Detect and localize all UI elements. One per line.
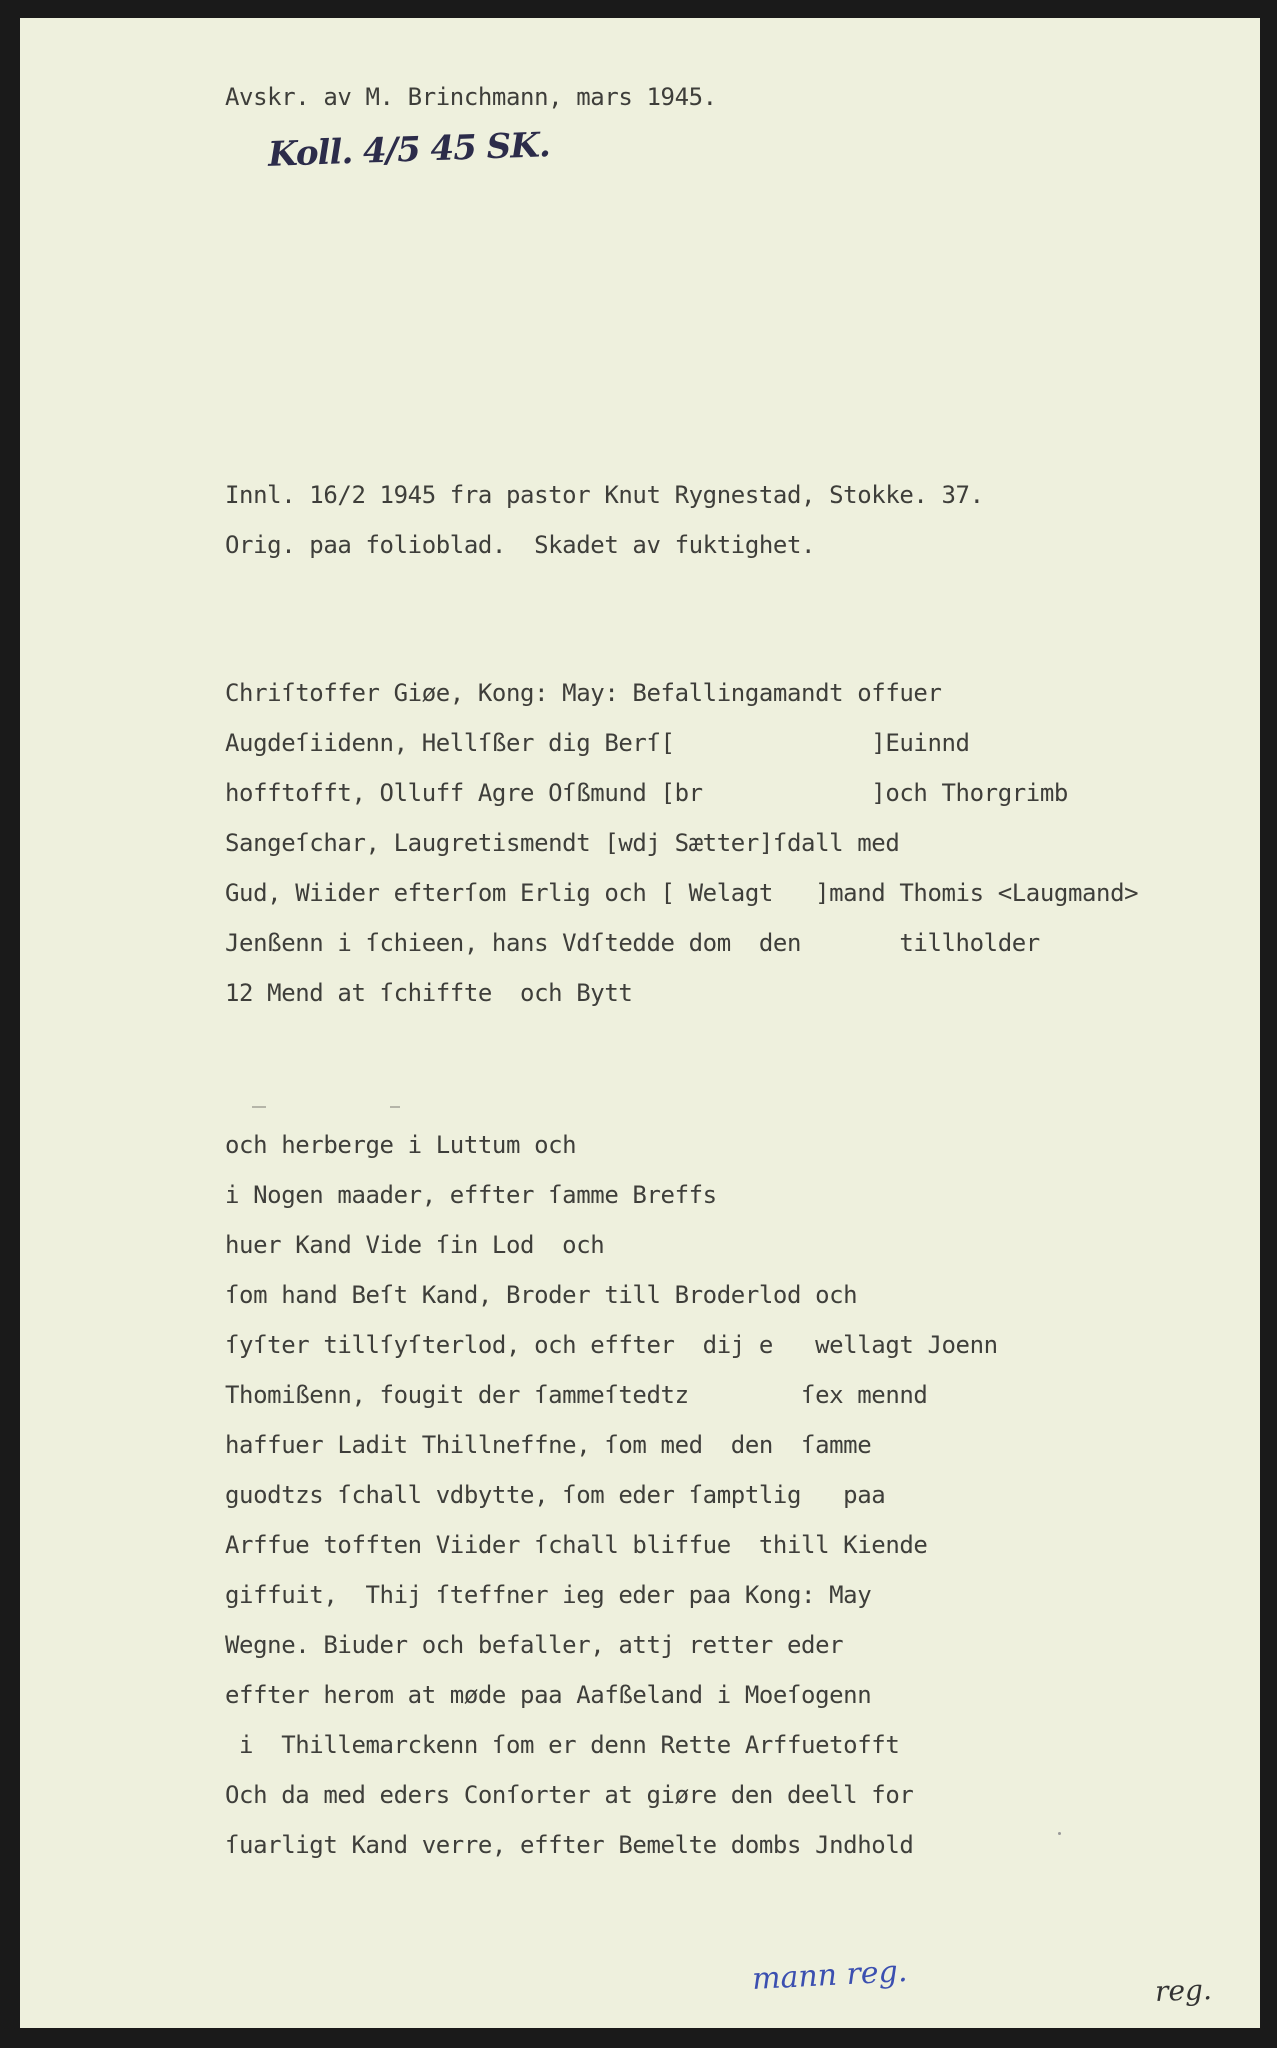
text-line: Och da med eders Conſorter at giøre den deell for (225, 1781, 914, 1809)
text-line: haffuer Ladit Thillneffne, ſom med den ſamme (225, 1431, 872, 1459)
text-line: Gud, Wiider efterſom Erlig och [ Welagt ]mand Thomis <Laugmand> (225, 879, 1139, 907)
source-info-line-2: Orig. paa folioblad. Skadet av fuktighet. (225, 531, 816, 559)
text-line: Jenßenn i ſchieen, hans Vdſtedde dom den tillholder (225, 929, 1040, 957)
text-line: 12 Mend at ſchiffte och Bytt (225, 979, 633, 1007)
damage-mark (390, 1106, 400, 1108)
text-line: Wegne. Biuder och befaller, attj retter eder (225, 1631, 844, 1659)
text-line: effter herom at møde paa Aafßeland i Moeſogenn (225, 1681, 872, 1709)
text-line: ſyſter tillſyſterlod, och effter dij e wellagt Joenn (225, 1331, 998, 1359)
transcriber-line: Avskr. av M. Brinchmann, mars 1945. (225, 83, 717, 111)
register-note: mann reg. (751, 1953, 909, 1998)
text-line: Arffue tofften Viider ſchall bliffue thill Kiende (225, 1531, 928, 1559)
text-line: huer Kand Vide ſin Lod och (225, 1231, 605, 1259)
damage-mark (252, 1106, 266, 1108)
source-info-line-1: Innl. 16/2 1945 fra pastor Knut Rygnestad, Stokke. 37. (225, 481, 984, 509)
text-line: ſuarligt Kand verre, effter Bemelte dombs Jndhold (225, 1831, 914, 1859)
text-line: i Nogen maader, effter ſamme Breffs (225, 1181, 717, 1209)
text-line: och herberge i Luttum och (225, 1131, 577, 1159)
text-line: i Thillemarckenn ſom er denn Rette Arffuetofft (225, 1731, 900, 1759)
speck (1058, 1832, 1061, 1835)
text-line: guodtzs ſchall vdbytte, ſom eder ſamptlig paa (225, 1481, 886, 1509)
text-line: Thomißenn, fougit der ſammeſtedtz ſex mennd (225, 1381, 928, 1409)
text-line: Chriſtoffer Giøe, Kong: May: Befallingamandt offuer (225, 679, 942, 707)
text-line: hofftofft, Olluff Agre Oſßmund [br ]och Thorgrimb (225, 779, 1068, 807)
text-line: Sangeſchar, Laugretismendt [wdj Sætter]ſdall med (225, 829, 900, 857)
text-line: giffuit, Thij ſteffner ieg eder paa Kong: May (225, 1581, 872, 1609)
text-line: Augdeſiidenn, Hellſßer dig Berſ[ ]Euinnd (225, 729, 970, 757)
text-line: ſom hand Beſt Kand, Broder till Broderlod och (225, 1281, 858, 1309)
reg-note: reg. (1154, 1973, 1213, 2008)
document-page (20, 18, 1260, 2028)
collation-note: Koll. 4/5 45 SK. (267, 125, 551, 175)
